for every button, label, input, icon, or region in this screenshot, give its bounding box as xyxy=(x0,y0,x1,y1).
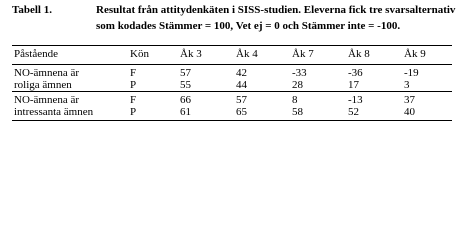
value-cell: 17 xyxy=(348,79,359,91)
gender-cell: P xyxy=(130,79,137,91)
header-grade-7: Åk 7 xyxy=(280,46,336,65)
statement-cell: roliga ämnen xyxy=(14,79,72,91)
value-cell: 57 xyxy=(224,92,280,107)
header-grade-8: Åk 8 xyxy=(336,46,392,65)
value-cell: 58 xyxy=(280,106,336,121)
caption-text-line-2: som kodades Stämmer = 100, Vet ej = 0 och Stämmer inte = -100. xyxy=(96,20,401,32)
value-cell: 44 xyxy=(236,79,247,91)
value-cell: 66 xyxy=(168,92,224,107)
header-gender: Kön xyxy=(118,46,168,65)
value-cell: 37 xyxy=(392,92,452,107)
value-cell: -19 xyxy=(404,67,419,79)
attitude-results-table xyxy=(12,45,452,121)
gender-cell: P xyxy=(118,106,168,121)
value-cell: 65 xyxy=(224,106,280,121)
value-cell: 3 xyxy=(404,79,410,91)
value-cell: -36 xyxy=(348,67,363,79)
table-row xyxy=(12,65,452,80)
statement-cell: intressanta ämnen xyxy=(12,106,118,121)
statement-cell: NO-ämnena är xyxy=(12,92,118,107)
header-statement: Påstående xyxy=(12,46,118,65)
statement-cell: NO-ämnena är xyxy=(14,67,80,79)
header-grade-3: Åk 3 xyxy=(168,46,224,65)
caption-label: Tabell 1. xyxy=(12,4,52,16)
header-grade-4: Åk 4 xyxy=(224,46,280,65)
table-header-row xyxy=(12,46,452,65)
value-cell: 55 xyxy=(180,79,191,91)
header-grade-9: Åk 9 xyxy=(392,46,452,65)
table-row xyxy=(12,106,452,121)
value-cell: 57 xyxy=(180,67,191,79)
table-row xyxy=(12,79,452,92)
gender-cell: F xyxy=(130,67,137,79)
value-cell: -33 xyxy=(292,67,307,79)
value-cell: 28 xyxy=(292,79,303,91)
gender-cell: F xyxy=(118,92,168,107)
value-cell: 52 xyxy=(336,106,392,121)
value-cell: 40 xyxy=(392,106,452,121)
value-cell: 42 xyxy=(236,67,247,79)
value-cell: 61 xyxy=(168,106,224,121)
value-cell: -13 xyxy=(336,92,392,107)
caption-text-line-1: Resultat från attitydenkäten i SISS-studien. Eleverna fick tre svarsalternativ xyxy=(96,4,456,16)
value-cell: 8 xyxy=(280,92,336,107)
table-row xyxy=(12,92,452,107)
